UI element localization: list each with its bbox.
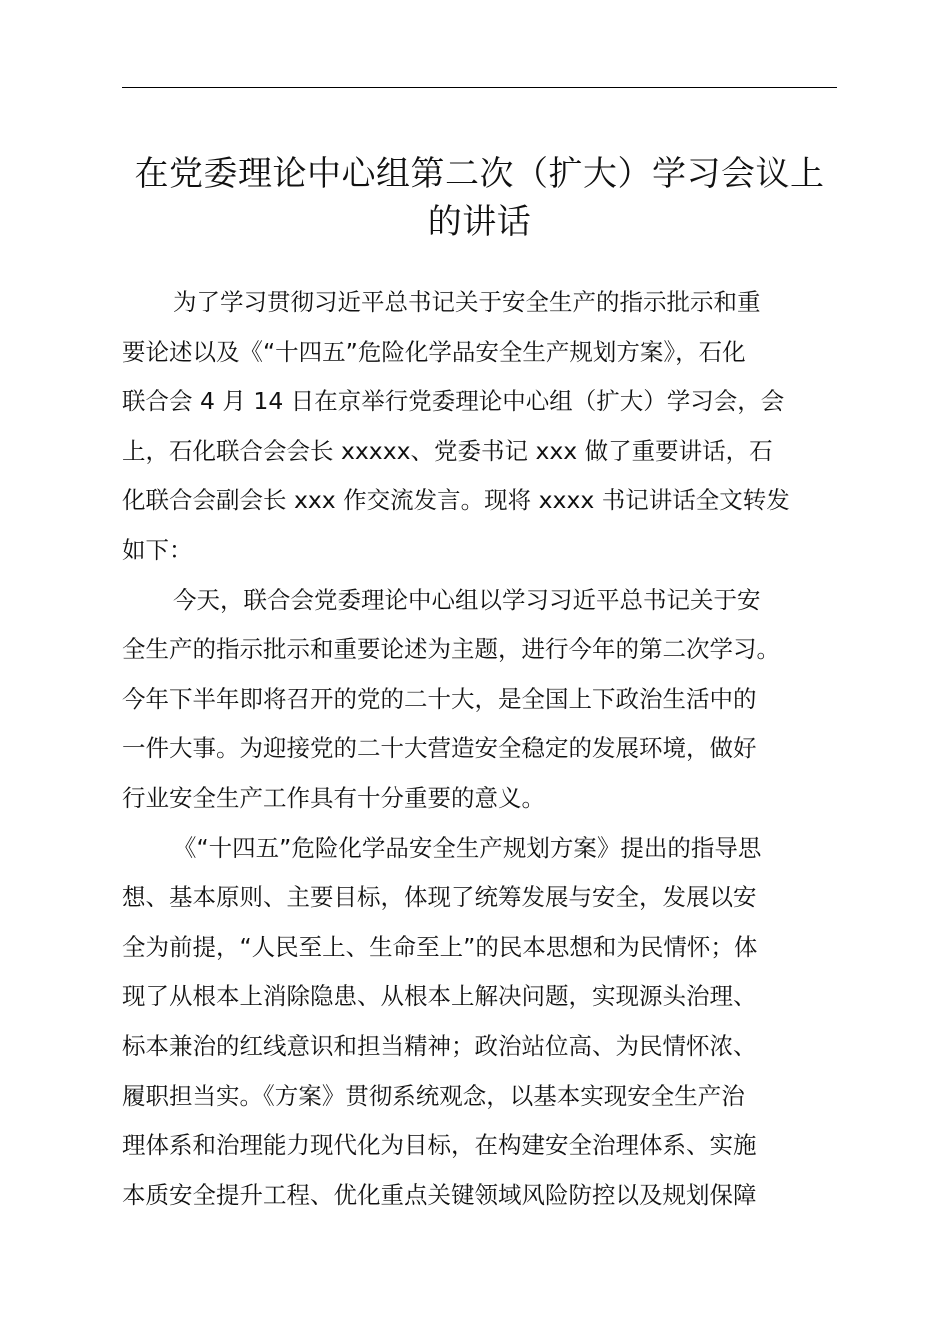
text-line: 理体系和治理能力现代化为目标，在构建安全治理体系、实施 [122, 1131, 757, 1160]
text-line: 行业安全生产工作具有十分重要的意义。 [122, 783, 545, 812]
text-line: 为了学习贯彻习近平总书记关于安全生产的指示批示和重 [173, 288, 761, 316]
text-line: 标本兼治的红线意识和担当精神；政治站位高、为民情怀浓、 [122, 1031, 757, 1060]
text-line: 今年下半年即将召开的党的二十大，是全国上下政治生活中的 [122, 684, 757, 713]
text-line: 全生产的指示批示和重要论述为主题，进行今年的第二次学习。 [122, 635, 780, 664]
text-line: 如下： [122, 535, 193, 564]
text-line: 联合会 4 月 14 日在京举行党委理论中心组（扩大）学习会，会 [122, 387, 785, 416]
text-line: 履职担当实。《方案》贯彻系统观念，以基本实现安全生产治 [122, 1081, 745, 1110]
text-line: 上，石化联合会会长 xxxxx、党委书记 xxx 做了重要讲话，石 [122, 436, 773, 465]
paragraph-today [122, 576, 842, 824]
text-line: 一件大事。为迎接党的二十大营造安全稳定的发展环境，做好 [122, 734, 757, 763]
text-line: 《“十四五”危险化学品安全生产规划方案》提出的指导思 [173, 833, 762, 862]
text-line: 想、基本原则、主要目标，体现了统筹发展与安全，发展以安 [122, 883, 757, 912]
paragraph-intro [122, 278, 842, 576]
text-line: 本质安全提升工程、优化重点关键领域风险防控以及规划保障 [122, 1180, 757, 1209]
text-line: 今天，联合会党委理论中心组以学习习近平总书记关于安 [173, 585, 761, 614]
text-line: 要论述以及《“十四五”危险化学品安全生产规划方案》，石化 [122, 337, 746, 366]
text-line: 现了从根本上消除隐患、从根本上解决问题，实现源头治理、 [122, 982, 757, 1011]
title-line: 的讲话 [427, 202, 532, 242]
title-line: 在党委理论中心组第二次（扩大）学习会议上 [134, 154, 825, 194]
header-rule [122, 87, 837, 88]
document-title [122, 150, 837, 246]
paragraph-plan [122, 824, 842, 1221]
text-line: 化联合会副会长 xxx 作交流发言。现将 xxxx 书记讲话全文转发 [122, 486, 790, 515]
text-line: 全为前提，“人民至上、生命至上”的民本思想和为民情怀；体 [122, 932, 758, 961]
document-body [122, 278, 842, 1220]
